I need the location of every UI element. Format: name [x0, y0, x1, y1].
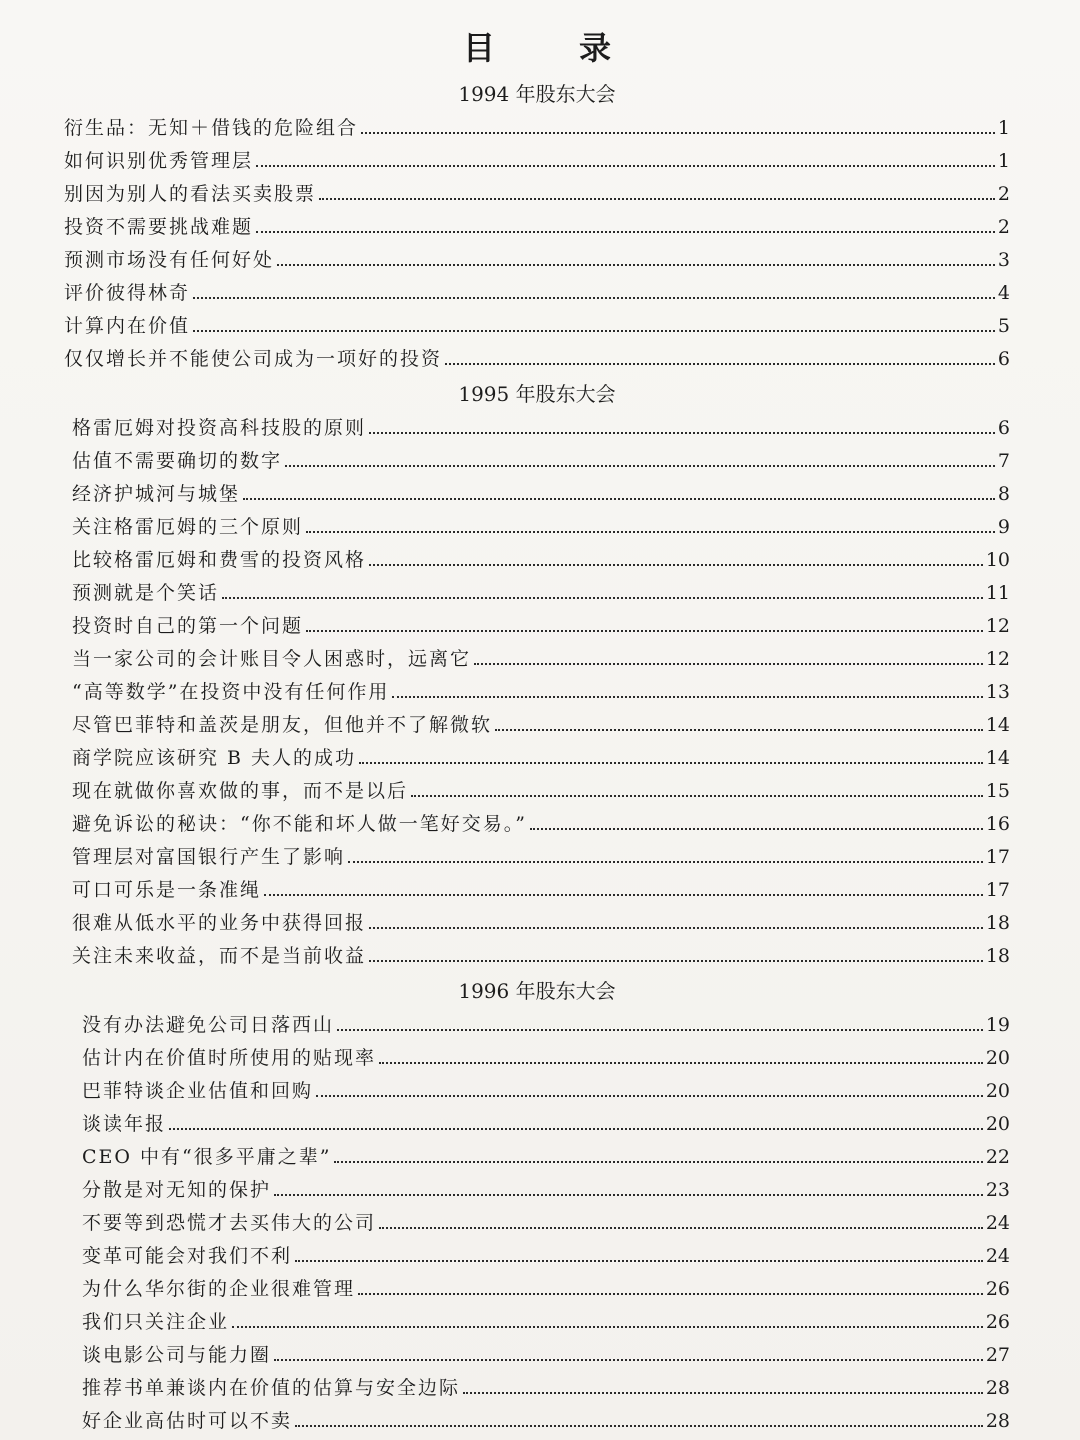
toc-entry-page-number: 28	[985, 1410, 1010, 1432]
dot-leader	[264, 894, 983, 896]
dot-leader	[243, 498, 995, 500]
toc-entry-page-number: 11	[985, 582, 1010, 604]
toc-entry-title: 仅仅增长并不能使公司成为一项好的投资	[64, 348, 443, 370]
toc-entry[interactable]	[82, 1207, 1010, 1240]
toc-entry-title: 好企业高估时可以不卖	[82, 1410, 293, 1432]
toc-entry-title: CEO 中有“很多平庸之辈”	[82, 1146, 332, 1168]
toc-entry-page-number: 26	[985, 1311, 1010, 1333]
toc-entry[interactable]	[64, 145, 1010, 178]
toc-entry-page-number: 7	[997, 450, 1010, 472]
toc-entry-title: 别因为别人的看法买卖股票	[64, 183, 317, 205]
toc-entry-page-number: 20	[985, 1080, 1010, 1102]
toc-entry[interactable]	[64, 310, 1010, 343]
toc-entry-page-number: 28	[985, 1377, 1010, 1399]
toc-entry[interactable]	[72, 775, 1010, 808]
dot-leader	[285, 465, 995, 467]
toc-entry-page-number: 24	[985, 1245, 1010, 1267]
dot-leader	[369, 960, 983, 962]
toc-entry-page-number: 16	[985, 813, 1010, 835]
toc-entry[interactable]	[82, 1339, 1010, 1372]
dot-leader	[369, 927, 983, 929]
toc-entry-title: 变革可能会对我们不利	[82, 1245, 293, 1267]
toc-entry-page-number: 24	[985, 1212, 1010, 1234]
toc-entry[interactable]	[64, 112, 1010, 145]
dot-leader	[530, 828, 983, 830]
toc-entry-page-number: 19	[985, 1014, 1010, 1036]
toc-entry-page-number: 1	[997, 150, 1010, 172]
toc-entry[interactable]	[72, 610, 1010, 643]
toc-entry[interactable]	[82, 1372, 1010, 1405]
dot-leader	[169, 1128, 983, 1130]
dot-leader	[306, 531, 995, 533]
toc-entry-page-number: 6	[997, 348, 1010, 370]
toc-entry[interactable]	[82, 1141, 1010, 1174]
dot-leader	[337, 1029, 983, 1031]
dot-leader	[274, 1359, 983, 1361]
toc-entry-title: 谈电影公司与能力圈	[82, 1344, 272, 1366]
toc-entry[interactable]	[72, 676, 1010, 709]
toc-entry-page-number: 20	[985, 1047, 1010, 1069]
toc-entry-title: 预测就是个笑话	[72, 582, 220, 604]
toc-entry[interactable]	[72, 940, 1010, 973]
section-header: 1995 年股东大会	[458, 382, 616, 406]
toc-section	[64, 378, 1010, 973]
dot-leader	[369, 432, 995, 434]
toc-entry[interactable]	[82, 1009, 1010, 1042]
toc-entry-title: 预测市场没有任何好处	[64, 249, 275, 271]
toc-entry-page-number: 9	[997, 516, 1010, 538]
toc-entry[interactable]	[82, 1075, 1010, 1108]
page-title: 目 录	[462, 29, 637, 67]
toc-entry-title: 避免诉讼的秘诀：“你不能和坏人做一笔好交易。”	[72, 813, 527, 835]
dot-leader	[495, 729, 983, 731]
toc-entry-list	[64, 112, 1010, 376]
toc-entry-title: 投资时自己的第一个问题	[72, 615, 304, 637]
toc-entry-page-number: 18	[985, 945, 1010, 967]
toc-entry-title: 关注格雷厄姆的三个原则	[72, 516, 304, 538]
section-header: 1994 年股东大会	[458, 82, 616, 106]
dot-leader	[392, 696, 982, 698]
toc-entry-title: 为什么华尔街的企业很难管理	[82, 1278, 356, 1300]
dot-leader	[256, 165, 995, 167]
toc-entry-title: 关注未来收益，而不是当前收益	[72, 945, 367, 967]
toc-entry-title: 我们只关注企业	[82, 1311, 230, 1333]
toc-entry-page-number: 20	[985, 1113, 1010, 1135]
toc-entry-list	[64, 1009, 1010, 1438]
dot-leader	[256, 231, 995, 233]
toc-entry[interactable]	[64, 343, 1010, 376]
toc-entry[interactable]	[72, 643, 1010, 676]
dot-leader	[222, 597, 983, 599]
toc-entry[interactable]	[64, 277, 1010, 310]
toc-section	[64, 975, 1010, 1438]
toc-entry-page-number: 15	[985, 780, 1010, 802]
toc-entry-title: 衍生品：无知＋借钱的危险组合	[64, 117, 359, 139]
dot-leader	[348, 861, 983, 863]
dot-leader	[193, 330, 995, 332]
dot-leader	[411, 795, 983, 797]
toc-entry-title: 尽管巴菲特和盖茨是朋友，但他并不了解微软	[72, 714, 493, 736]
toc-entry[interactable]	[82, 1108, 1010, 1141]
toc-entry[interactable]	[72, 907, 1010, 940]
toc-entry-title: 商学院应该研究 B 夫人的成功	[72, 747, 357, 769]
toc-entry-page-number: 1	[997, 117, 1010, 139]
toc-entry-page-number: 17	[985, 879, 1010, 901]
toc-entry-page-number: 22	[985, 1146, 1010, 1168]
dot-leader	[295, 1425, 983, 1427]
toc-entry-title: 现在就做你喜欢做的事，而不是以后	[72, 780, 409, 802]
toc-entry-page-number: 5	[997, 315, 1010, 337]
toc-entry-title: 可口可乐是一条准绳	[72, 879, 262, 901]
toc-entry-page-number: 6	[997, 417, 1010, 439]
toc-entry-page-number: 4	[997, 282, 1010, 304]
toc-entry[interactable]	[72, 511, 1010, 544]
dot-leader	[306, 630, 983, 632]
toc-entry-title: 如何识别优秀管理层	[64, 150, 254, 172]
toc-entry[interactable]	[72, 874, 1010, 907]
toc-entry-title: 估值不需要确切的数字	[72, 450, 283, 472]
dot-leader	[232, 1326, 983, 1328]
toc-entry[interactable]	[72, 577, 1010, 610]
toc-entry[interactable]	[72, 709, 1010, 742]
toc-entry[interactable]	[72, 478, 1010, 511]
toc-entry-page-number: 18	[985, 912, 1010, 934]
toc-entry-page-number: 17	[985, 846, 1010, 868]
toc-entry-title: 格雷厄姆对投资高科技股的原则	[72, 417, 367, 439]
toc-entry-title: 推荐书单兼谈内在价值的估算与安全边际	[82, 1377, 461, 1399]
toc-entry-title: 当一家公司的会计账目令人困惑时，远离它	[72, 648, 472, 670]
toc-entry-page-number: 8	[997, 483, 1010, 505]
dot-leader	[193, 297, 995, 299]
dot-leader	[334, 1161, 982, 1163]
toc-section	[64, 78, 1010, 376]
dot-leader	[369, 564, 983, 566]
dot-leader	[445, 363, 995, 365]
toc-entry[interactable]	[82, 1174, 1010, 1207]
section-header: 1996 年股东大会	[458, 979, 616, 1003]
toc-entry[interactable]	[82, 1240, 1010, 1273]
dot-leader	[277, 264, 995, 266]
toc-entry[interactable]	[64, 178, 1010, 211]
toc-entry-page-number: 10	[985, 549, 1010, 571]
toc-entry-title: 谈读年报	[82, 1113, 167, 1135]
toc-entry-page-number: 2	[997, 183, 1010, 205]
toc-entry[interactable]	[82, 1405, 1010, 1438]
toc-entry-page-number: 12	[985, 615, 1010, 637]
dot-leader	[359, 762, 983, 764]
toc-entry[interactable]	[64, 244, 1010, 277]
dot-leader	[361, 132, 995, 134]
toc-sections	[64, 78, 1010, 1438]
toc-entry[interactable]	[82, 1042, 1010, 1075]
dot-leader	[379, 1062, 983, 1064]
toc-entry-title: “高等数学”在投资中没有任何作用	[72, 681, 390, 703]
toc-entry-title: 计算内在价值	[64, 315, 191, 337]
toc-entry-page-number: 3	[997, 249, 1010, 271]
dot-leader	[463, 1392, 983, 1394]
toc-entry-title: 巴菲特谈企业估值和回购	[82, 1080, 314, 1102]
toc-entry-title: 不要等到恐慌才去买伟大的公司	[82, 1212, 377, 1234]
toc-entry[interactable]	[64, 211, 1010, 244]
toc-entry[interactable]	[72, 742, 1010, 775]
toc-entry-page-number: 14	[985, 747, 1010, 769]
toc-entry-title: 比较格雷厄姆和费雪的投资风格	[72, 549, 367, 571]
toc-entry-title: 很难从低水平的业务中获得回报	[72, 912, 367, 934]
dot-leader	[379, 1227, 983, 1229]
toc-entry[interactable]	[82, 1273, 1010, 1306]
toc-entry-page-number: 13	[985, 681, 1010, 703]
toc-entry[interactable]	[72, 808, 1010, 841]
dot-leader	[316, 1095, 983, 1097]
toc-entry-page-number: 26	[985, 1278, 1010, 1300]
toc-entry-page-number: 12	[985, 648, 1010, 670]
toc-entry-title: 投资不需要挑战难题	[64, 216, 254, 238]
dot-leader	[358, 1293, 983, 1295]
toc-entry-title: 评价彼得林奇	[64, 282, 191, 304]
toc-entry-title: 没有办法避免公司日落西山	[82, 1014, 335, 1036]
toc-entry-list	[64, 412, 1010, 973]
dot-leader	[274, 1194, 983, 1196]
toc-entry-page-number: 14	[985, 714, 1010, 736]
toc-entry[interactable]	[72, 412, 1010, 445]
toc-entry-title: 管理层对富国银行产生了影响	[72, 846, 346, 868]
toc-entry[interactable]	[72, 445, 1010, 478]
toc-entry-title: 估计内在价值时所使用的贴现率	[82, 1047, 377, 1069]
toc-entry[interactable]	[82, 1306, 1010, 1339]
dot-leader	[474, 663, 983, 665]
toc-entry-page-number: 27	[985, 1344, 1010, 1366]
toc-entry[interactable]	[72, 841, 1010, 874]
toc-entry[interactable]	[72, 544, 1010, 577]
toc-entry-page-number: 2	[997, 216, 1010, 238]
toc-entry-title: 分散是对无知的保护	[82, 1179, 272, 1201]
dot-leader	[319, 198, 995, 200]
dot-leader	[295, 1260, 983, 1262]
toc-entry-page-number: 23	[985, 1179, 1010, 1201]
toc-entry-title: 经济护城河与城堡	[72, 483, 241, 505]
